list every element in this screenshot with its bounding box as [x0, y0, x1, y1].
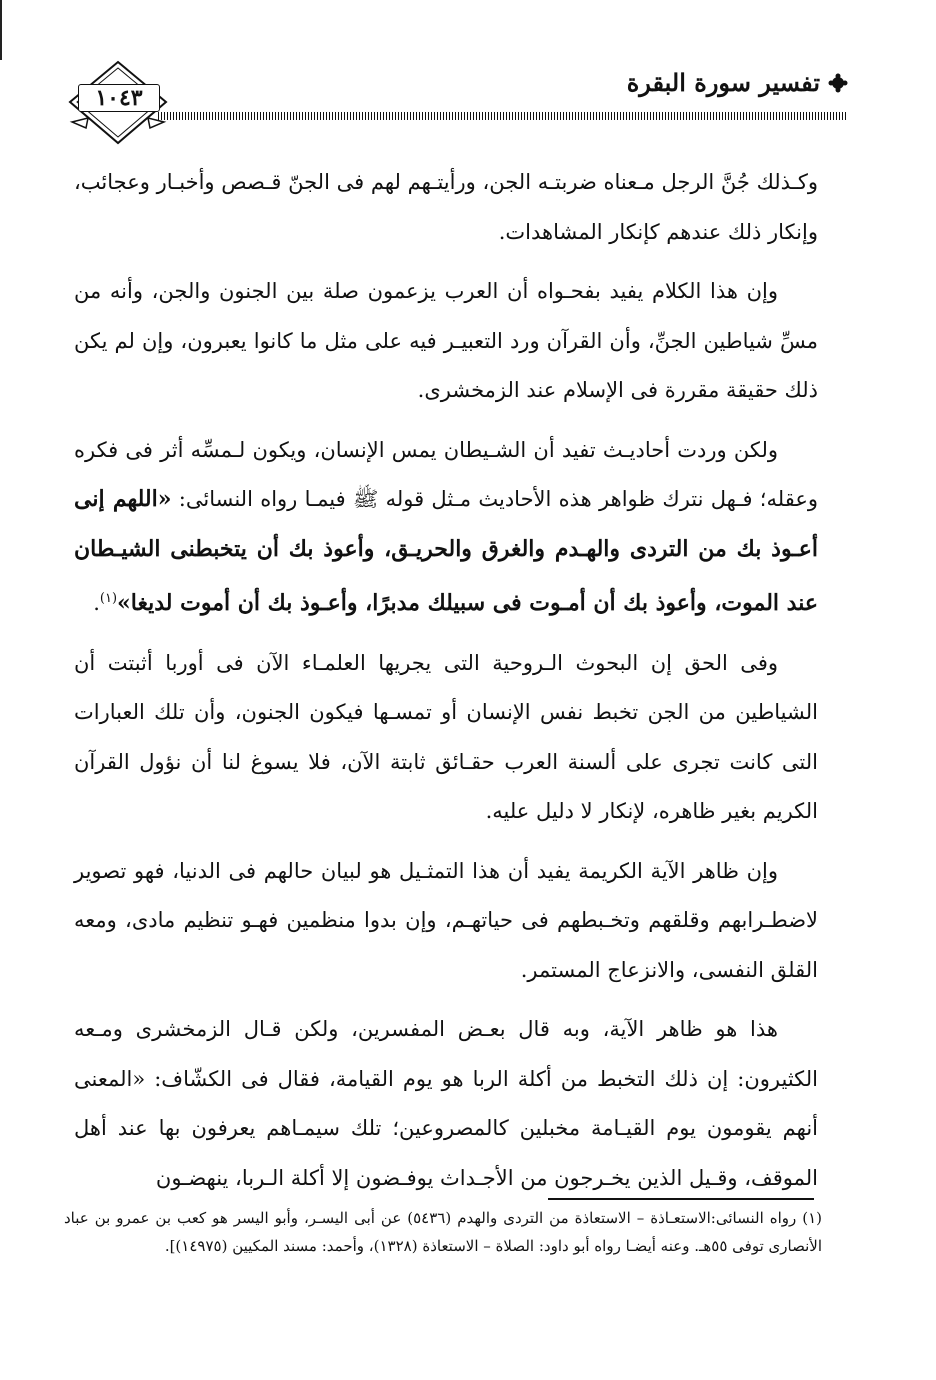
paragraph: هذا هو ظاهر الآية، وبه قال بعـض المفسرين، ولكن قـال الزمخشرى ومـعه الكثيرون: إن ذلك التخبط من أكلة الربا هو يوم القيامة، فقال فى الكشّاف: «المعنى أنهم يقومون يوم القيـامة مخبلين كالمصروعين؛ تلك سيمـاهم يعرفون بها عند أهل الموقف، وقـيل الذين يخـرجون من الأجـداث يوفـضون إلا أكلة الـربا، ينهضـون: [74, 1017, 818, 1190]
footnote-ref[interactable]: (١): [99, 591, 118, 606]
flower-ornament-icon: [828, 73, 848, 93]
hadith-end: .: [93, 591, 100, 615]
header-rule: [158, 112, 848, 120]
hadith-intro: ولكن وردت أحاديـث تفيد أن الشـيطان يمس الإنسان، ويكون لـمسِّه أثر فى فكره وعقله؛ فـهل نترك ظواهر هذه الأحاديث مـثل قوله ﷺ فيمـا رواه النسائى:: [74, 437, 818, 511]
page-number-badge: [68, 60, 168, 145]
paragraph: وإن هذا الكلام يفيد بفحـواه أن العرب يزعمون صلة بين الجنون والجن، وأنه من مسِّ شياطين الجنِّ، وأن القرآن ورد التعبيـر فيه على مثل ما كانوا يعبرون، وإن لم يكن ذلك حقيقة مقررة فى الإسلام عند الزمخشرى.: [74, 279, 818, 402]
running-title: تفسير سورة البقرة: [626, 68, 820, 97]
footnote: (١) رواه النسائى:الاستعـاذة – الاستعاذة من التردى والهدم (٥٤٣٦) عن أبى اليسـر، وأبو اليسر هو كعب بن عمرو بن عباد الأنصارى توفى ٥٥هـ. وعنه أيضـا رواه أبو داود: الصلاة – الاستعاذة (١٣٢٨)، وأحمد: مسند المكيين (١٤٩٧٥)].: [64, 1209, 823, 1255]
footnote-separator: [548, 1198, 814, 1200]
hadith-paragraph: [74, 426, 818, 629]
running-title-block: [627, 68, 848, 97]
paragraph: وكـذلك جُنَّ الرجل مـعناه ضربتـه الجن، ورأيتـهم لهم فى الجنّ قـصص وأخبـار وعجائب، وإنكار ذلك عندهم كإنكار المشاهدات.: [74, 170, 818, 244]
page-edge: [0, 0, 2, 60]
paragraph: وإن ظاهر الآية الكريمة يفيد أن هذا التمثـيل هو لبيان حالهم فى الدنيا، فهو تصوير لاضطـرابهم وقلقهم وتخـبطهم فى حياتهـم، وإن بدوا منظمين فهـو تنظيم مادى، ومعه القلق النفسى، والانزعاج المستمر.: [74, 858, 818, 982]
page-header: [68, 60, 848, 145]
paragraph: وفى الحق إن البحوث الـروحية التى يجريها العلمـاء الآن فى أوربا أثبتت أن الشياطين من الجن تخبط نفس الإنسان أو تمسـها فيكون الجنون، وأن تلك العبارات التى كانت تجرى على ألسنة العرب حقـائق ثابتة الآن، فلا يسوغ لنا أن نؤول القرآن الكريم بغير ظاهره، لإنكار لا دليل عليه.: [74, 650, 818, 823]
page-number: ١٠٤٣: [78, 84, 160, 112]
hadith-quote: «اللهم إنى أعـوذ بك من التردى والهـدم والغرق والحريـق، وأعوذ بك أن يتخبطنى الشيـطان عند الموت، وأعوذ بك أن أمـوت فى سبيلك مدبرًا، وأعـوذ بك أن أموت لديغا»: [74, 486, 818, 616]
main-text: [74, 158, 818, 1213]
